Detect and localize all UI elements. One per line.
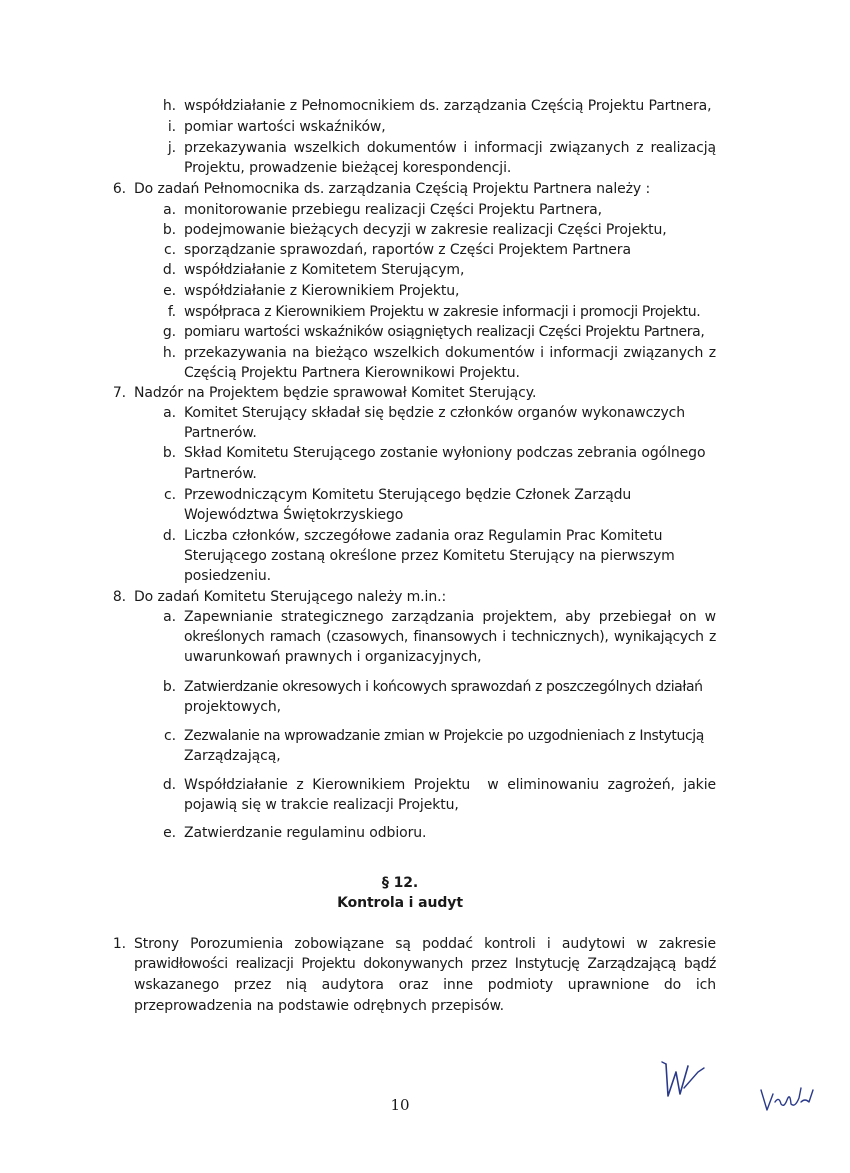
list-text-continued: Województwa Świętokrzyskiego	[184, 507, 404, 523]
list-text-continued: Partnerów.	[184, 466, 257, 482]
list-text: Zezwalanie na wprowadzanie zmian w Projekcie po uzgodnieniach z Instytucją	[184, 728, 704, 744]
list-text: Komitet Sterujący składał się będzie z członków organów wykonawczych	[184, 405, 686, 421]
list-text: Liczba członków, szczegółowe zadania oraz Regulamin Prac Komitetu	[184, 528, 663, 544]
list-marker: c.	[164, 242, 176, 258]
item-lead: Do zadań Pełnomocnika ds. zarządzania Częścią Projektu Partnera należy :	[134, 181, 651, 197]
list-text: pomiaru wartości wskaźników osiągniętych realizacji Części Projektu Partnera,	[184, 324, 705, 340]
list-marker: h.	[162, 345, 176, 361]
list-text-continued: posiedzeniu.	[184, 568, 271, 584]
item-lead: Do zadań Komitetu Sterującego należy m.in.:	[134, 589, 447, 605]
list-text: Przewodniczącym Komitetu Sterującego będzie Członek Zarządu	[184, 487, 632, 503]
list-marker: d.	[162, 262, 176, 278]
list-text: współdziałanie z Kierownikiem Projektu,	[184, 283, 460, 299]
list-text-continued: projektowych,	[184, 699, 282, 715]
item-number: 7.	[112, 385, 126, 401]
item-text-continued: przeprowadzenia na podstawie odrębnych przepisów.	[134, 998, 505, 1014]
list-text-continued: Częścią Projektu Partnera Kierownikowi Projektu.	[184, 365, 520, 381]
item-text: wskazanego przez nią audytora oraz inne podmioty uprawnione do ich	[134, 977, 716, 993]
list-marker: b.	[162, 679, 176, 695]
list-text: współdziałanie z Pełnomocnikiem ds. zarządzania Częścią Projektu Partnera,	[184, 98, 712, 114]
list-marker: b.	[162, 222, 176, 238]
item-text: Strony Porozumienia zobowiązane są poddać kontroli i audytowi w zakresie	[134, 936, 716, 952]
list-text: Zatwierdzanie regulaminu odbioru.	[184, 825, 427, 841]
list-text: Współdziałanie z Kierownikiem Projektu w eliminowaniu zagrożeń, jakie	[184, 777, 716, 793]
list-marker: a.	[163, 609, 176, 625]
item-text: prawidłowości realizacji Projektu dokonywanych przez Instytucję Zarządzającą bądź	[134, 956, 716, 972]
list-marker: j.	[167, 140, 176, 156]
list-text-continued: Zarządzającą,	[184, 748, 281, 764]
list-text: przekazywania wszelkich dokumentów i informacji związanych z realizacją	[184, 140, 716, 156]
list-marker: e.	[163, 825, 176, 841]
signature-initials	[660, 1058, 710, 1102]
list-text: monitorowanie przebiegu realizacji Części Projektu Partnera,	[184, 202, 602, 218]
list-text-continued: Sterującego zostaną określone przez Komitetu Sterujący na pierwszym	[184, 548, 675, 564]
list-text: Zatwierdzanie okresowych i końcowych sprawozdań z poszczególnych działań	[184, 679, 703, 695]
list-text: Skład Komitetu Sterującego zostanie wyłoniony podczas zebrania ogólnego	[184, 445, 706, 461]
list-text: sporządzanie sprawozdań, raportów z Części Projektem Partnera	[184, 242, 631, 258]
list-marker: a.	[163, 202, 176, 218]
list-text-continued: Projektu, prowadzenie bieżącej korespondencji.	[184, 160, 512, 176]
item-lead: Nadzór na Projektem będzie sprawował Komitet Sterujący.	[134, 385, 537, 401]
list-marker: d.	[162, 528, 176, 544]
item-number: 1.	[112, 936, 126, 952]
section-number: § 12.	[381, 875, 419, 891]
list-text: pomiar wartości wskaźników,	[184, 119, 386, 135]
list-marker: g.	[162, 324, 176, 340]
list-text: podejmowanie bieżących decyzji w zakresie realizacji Części Projektu,	[184, 222, 667, 238]
list-marker: b.	[162, 445, 176, 461]
list-text-continued: Partnerów.	[184, 425, 257, 441]
list-text: współdziałanie z Komitetem Sterującym,	[184, 262, 465, 278]
list-text-continued: uwarunkowań prawnych i organizacyjnych,	[184, 649, 482, 665]
section-title: Kontrola i audyt	[337, 895, 463, 911]
list-marker: i.	[167, 119, 176, 135]
list-text-continued: pojawią się w trakcie realizacji Projektu,	[184, 797, 459, 813]
item-number: 6.	[112, 181, 126, 197]
page-number: 10	[390, 1096, 410, 1114]
list-marker: c.	[164, 487, 176, 503]
list-text: przekazywania na bieżąco wszelkich dokumentów i informacji związanych z	[184, 345, 716, 361]
list-text: Zapewnianie strategicznego zarządzania projektem, aby przebiegał on w	[184, 609, 716, 625]
list-marker: e.	[163, 283, 176, 299]
item-number: 8.	[112, 589, 126, 605]
list-marker: h.	[162, 98, 176, 114]
list-text: określonych ramach (czasowych, finansowych i technicznych), wynikających z	[184, 629, 716, 645]
signature	[757, 1080, 817, 1114]
list-marker: a.	[163, 405, 176, 421]
list-marker: f.	[167, 304, 176, 320]
list-text: współpraca z Kierownikiem Projektu w zakresie informacji i promocji Projektu.	[184, 304, 701, 320]
list-marker: d.	[162, 777, 176, 793]
list-marker: c.	[164, 728, 176, 744]
